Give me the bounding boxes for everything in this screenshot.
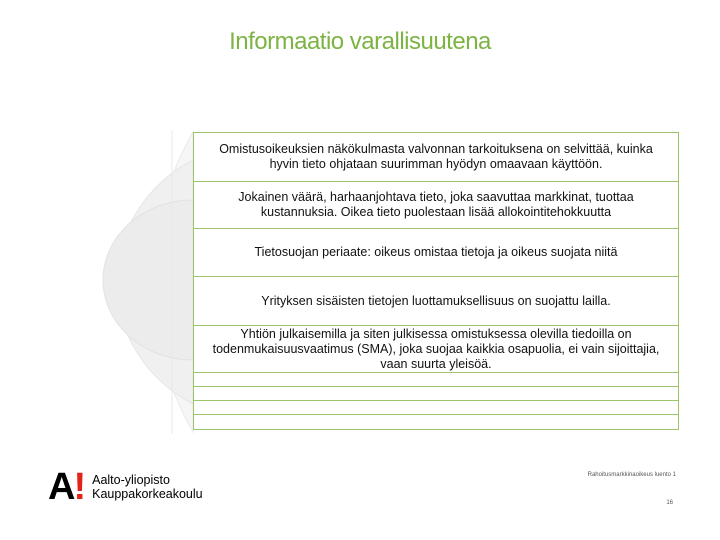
aalto-logo-text <box>92 473 203 501</box>
table-row-1: Omistusoikeuksien näkökulmasta valvonnan tarkoituksena on selvittää, kuinka hyvin tieto ohjataan suurimman hyödyn omaavaan käyttöön. <box>194 133 678 182</box>
table-row-5: Yhtiön julkaisemilla ja siten julkisessa omistuksessa olevilla tiedoilla on todenmukaisuusvaatimus (SMA), joka suojaa kaikkia osapuolia, ei vain sijoittajia, vaan suurta yleisöä. <box>194 326 678 373</box>
table-row-empty-2 <box>194 387 678 401</box>
table-row-empty-3 <box>194 401 678 415</box>
table-row-3: Tietosuojan periaate: oikeus omistaa tietoja ja oikeus suojata niitä <box>194 229 678 277</box>
page-title: Informaatio varallisuutena <box>229 28 491 55</box>
table-row-empty-4 <box>194 415 678 429</box>
table-row-empty-1 <box>194 373 678 387</box>
logo-line-2: Kauppakorkeakoulu <box>92 487 203 501</box>
aalto-logo-mark: A! <box>48 466 85 508</box>
logo-line-1: Aalto-yliopisto <box>92 473 170 487</box>
table-row-2: Jokainen väärä, harhaanjohtava tieto, joka saavuttaa markkinat, tuottaa kustannuksia. Oikea tieto puolestaan lisää allokointitehokkuutta <box>194 182 678 229</box>
table-row-4: Yrityksen sisäisten tietojen luottamuksellisuus on suojattu lailla. <box>194 277 678 326</box>
content-table <box>193 132 679 430</box>
page-number: 16 <box>666 500 673 506</box>
aalto-logo <box>48 466 203 508</box>
footer-text: Rahoitusmarkkinaoikeus luento 1 <box>587 472 676 478</box>
